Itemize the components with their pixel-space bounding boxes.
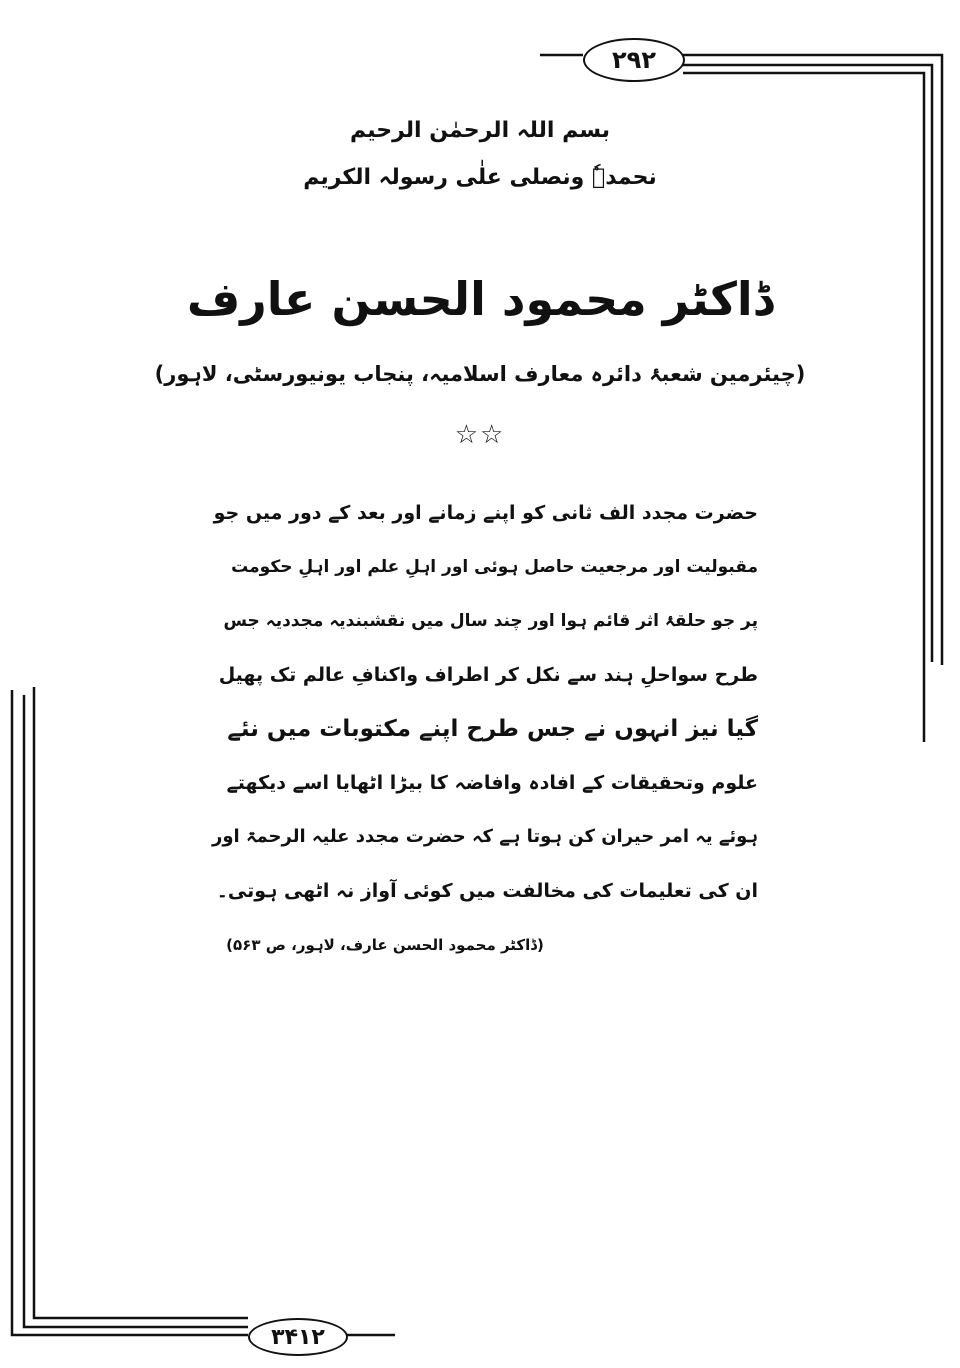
quote-line: پر جو حلقۂ اثر قائم ہوا اور چند سال میں نقشبندیہ مجددیہ جس bbox=[223, 611, 758, 631]
quote-body bbox=[206, 486, 758, 918]
quote-line: ان کی تعلیمات کی مخالفت میں کوئی آواز نہ اٹھی ہوتی۔ bbox=[216, 880, 758, 902]
author-designation: (چیئرمین شعبۂ دائرہ معارف اسلامیہ، پنجاب یونیورسٹی، لاہور) bbox=[154, 362, 806, 386]
quote-citation: (ڈاکٹر محمود الحسن عارف، لاہور، ص ۵۶۳) bbox=[226, 936, 544, 954]
page-number-top: ۲۹۲ bbox=[583, 38, 685, 82]
quote-line: ہوئے یہ امر حیران کن ہوتا ہے کہ حضرت مجدد علیہ الرحمۃ اور bbox=[211, 826, 758, 847]
bismillah-heading: بسم اللہ الرحمٰن الرحیم bbox=[349, 118, 610, 143]
quote-line: علوم وتحقیقات کے افادہ وافاضہ کا بیڑا اٹھایا اسے دیکھتے bbox=[226, 772, 758, 794]
quote-line: گیا نیز انہوں نے جس طرح اپنے مکتوبات میں نئے bbox=[227, 716, 758, 742]
salutation-line: نحمدہٗ ونصلی علٰی رسولہ الکریم bbox=[303, 165, 657, 190]
stars-divider: ☆☆ bbox=[454, 420, 506, 450]
quote-line: حضرت مجدد الف ثانی کو اپنے زمانے اور بعد کے دور میں جو bbox=[213, 502, 758, 524]
quote-line: مقبولیت اور مرجعیت حاصل ہوئی اور اہلِ علم اور اہلِ حکومت bbox=[231, 557, 758, 577]
author-name-title: ڈاکٹر محمود الحسن عارف bbox=[186, 272, 774, 326]
page-number-bottom: ۳۴۱۲ bbox=[248, 1318, 348, 1356]
quote-line: طرح سواحلِ ہند سے نکل کر اطراف واکنافِ عالم تک پھیل bbox=[218, 664, 758, 686]
